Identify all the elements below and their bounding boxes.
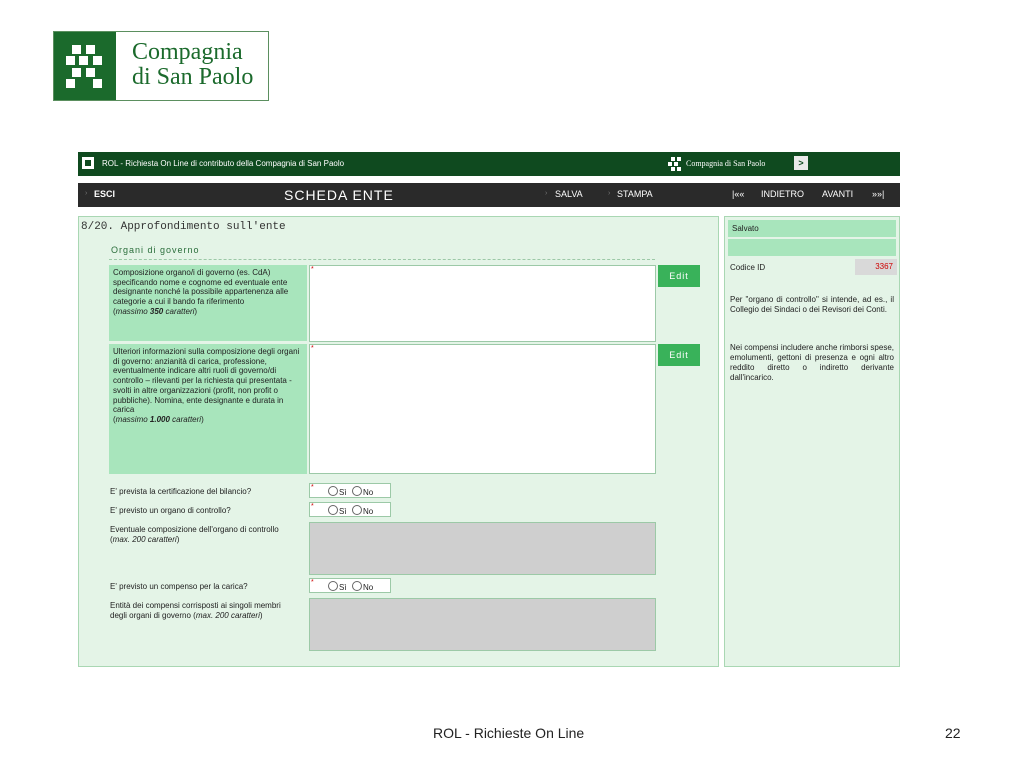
q2-paren-open: ( xyxy=(113,414,116,424)
logo-line-2: di San Paolo xyxy=(132,64,254,90)
q4-no-option[interactable] xyxy=(352,505,373,516)
q3-yes-label: Sì xyxy=(339,488,347,497)
q5-paren-close: ) xyxy=(176,535,180,544)
logo-line-1: Compagnia xyxy=(132,39,243,65)
q5-text: Eventuale composizione dell'organo di controllo xyxy=(110,525,279,534)
q7-limit: max. 200 caratteri xyxy=(195,611,260,620)
section-title: Organi di governo xyxy=(111,245,200,255)
titlebar-arrow-button[interactable]: > xyxy=(794,156,808,170)
window-title: ROL - Richiesta On Line di contributo della Compagnia di San Paolo xyxy=(102,159,345,168)
title-bar xyxy=(78,152,900,176)
q2-textarea[interactable] xyxy=(309,344,656,474)
q6-radio-group xyxy=(309,578,391,593)
q1-edit-button[interactable]: Edit xyxy=(658,265,700,287)
info-sidebar xyxy=(724,216,900,667)
q7-textarea[interactable] xyxy=(309,598,656,651)
q1-limit-pre: massimo xyxy=(115,306,150,316)
q4-radio-group xyxy=(309,502,391,517)
app-window xyxy=(78,152,900,668)
salva-button[interactable]: SALVA xyxy=(555,189,583,199)
q1-text: Composizione organo/i di governo (es. CdA) specificando nome e cognome ed eventuale ente designante nonché la possibile appartenenza alle categorie a cui il bando fa riferimento xyxy=(113,268,289,307)
q4-yes-option[interactable] xyxy=(328,505,347,516)
q5-paren-open: ( xyxy=(110,535,113,544)
brand-mark-icon xyxy=(668,157,682,171)
code-id-label: Codice ID xyxy=(730,263,766,272)
page-number: 22 xyxy=(945,725,961,741)
q1-limit-num: 350 xyxy=(149,306,164,316)
q2-limit-post: caratteri xyxy=(169,414,202,424)
required-mark: * xyxy=(311,266,314,273)
q3-no-label: No xyxy=(363,488,374,497)
q1-label xyxy=(109,265,307,341)
radio-icon[interactable] xyxy=(352,581,362,591)
esci-button[interactable]: ESCI xyxy=(94,189,116,199)
q6-yes-option[interactable] xyxy=(328,581,347,592)
q3-radio-group xyxy=(309,483,391,498)
q2-paren-close: ) xyxy=(201,414,204,424)
required-mark: * xyxy=(311,579,314,586)
section-divider xyxy=(109,259,655,260)
radio-icon[interactable] xyxy=(352,505,362,515)
form-panel xyxy=(78,216,719,667)
q7-paren-close: ) xyxy=(259,611,263,620)
q6-no-label: No xyxy=(363,583,374,592)
page-heading: 8/20. Approfondimento sull'ente xyxy=(81,221,286,233)
radio-icon[interactable] xyxy=(328,505,338,515)
q3-yes-option[interactable] xyxy=(328,486,347,497)
radio-icon[interactable] xyxy=(328,581,338,591)
q1-paren-open: ( xyxy=(113,306,116,316)
indietro-button[interactable]: INDIETRO xyxy=(761,189,805,199)
required-mark: * xyxy=(311,503,314,510)
q7-text-1: Entità dei compensi corrisposti ai singoli membri xyxy=(110,601,281,610)
required-mark: * xyxy=(311,345,314,352)
avanti-button[interactable]: AVANTI xyxy=(822,189,854,199)
q6-no-option[interactable] xyxy=(352,581,373,592)
q4-yes-label: Sì xyxy=(339,507,347,516)
bullet-icon: › xyxy=(608,190,611,197)
q1-textarea[interactable] xyxy=(309,265,656,342)
q4-label: E' previsto un organo di controllo? xyxy=(110,506,231,515)
logo-mark-icon xyxy=(54,32,116,100)
q5-limit: max. 200 caratteri xyxy=(112,535,177,544)
q1-limit-post: caratteri xyxy=(163,306,195,316)
toolbar xyxy=(78,183,900,207)
last-page-button[interactable]: »»| xyxy=(872,189,885,199)
q1-paren-close: ) xyxy=(194,306,198,316)
bullet-icon: › xyxy=(85,190,88,197)
radio-icon[interactable] xyxy=(328,486,338,496)
q3-label: E' prevista la certificazione del bilancio? xyxy=(110,487,252,496)
footer-text: ROL - Richieste On Line xyxy=(433,725,585,741)
required-mark: * xyxy=(311,484,314,491)
q2-text: Ulteriori informazioni sulla composizione degli organi di governo: anzianità di carica, professione, eventualmente indicare altri ruoli di governo/di controllo – rilevanti per la richiesta qui presentata - svolti in altre organizzazioni (profit, non profit o pubbliche). Nomina, ente designante e durata in carica xyxy=(113,347,300,415)
q3-no-option[interactable] xyxy=(352,486,373,497)
q6-label: E' previsto un compenso per la carica? xyxy=(110,582,248,591)
q6-yes-label: Sì xyxy=(339,583,347,592)
q2-edit-button[interactable]: Edit xyxy=(658,344,700,366)
code-id-value: 3367 xyxy=(855,259,897,275)
note-compensi: Nei compensi includere anche rimborsi spese, emolumenti, gettoni di presenza e ogni altro reddito diretto o indiretto derivante dall'incarico. xyxy=(730,343,894,382)
note-organo-controllo: Per "organo di controllo" si intende, ad es., il Collegio dei Sindaci o dei Revisori dei Conti. xyxy=(730,295,894,314)
q7-text-2: degli organi di governo ( xyxy=(110,611,196,620)
q5-label xyxy=(110,525,279,545)
radio-icon[interactable] xyxy=(352,486,362,496)
logo-text xyxy=(132,40,253,90)
sidebar-spacer-bar xyxy=(728,239,896,256)
save-status: Salvato xyxy=(728,220,896,237)
stampa-button[interactable]: STAMPA xyxy=(617,189,653,199)
q2-limit-pre: massimo xyxy=(115,414,150,424)
q2-label xyxy=(109,344,307,474)
first-page-button[interactable]: |«« xyxy=(732,189,745,199)
q7-label xyxy=(110,601,281,621)
company-logo xyxy=(53,31,269,101)
bullet-icon: › xyxy=(545,190,548,197)
page-section-title: SCHEDA ENTE xyxy=(284,187,394,203)
window-icon xyxy=(82,157,94,169)
brand-name: Compagnia di San Paolo xyxy=(686,159,766,168)
q2-limit-num: 1.000 xyxy=(149,414,170,424)
q4-no-label: No xyxy=(363,507,374,516)
q5-textarea[interactable] xyxy=(309,522,656,575)
